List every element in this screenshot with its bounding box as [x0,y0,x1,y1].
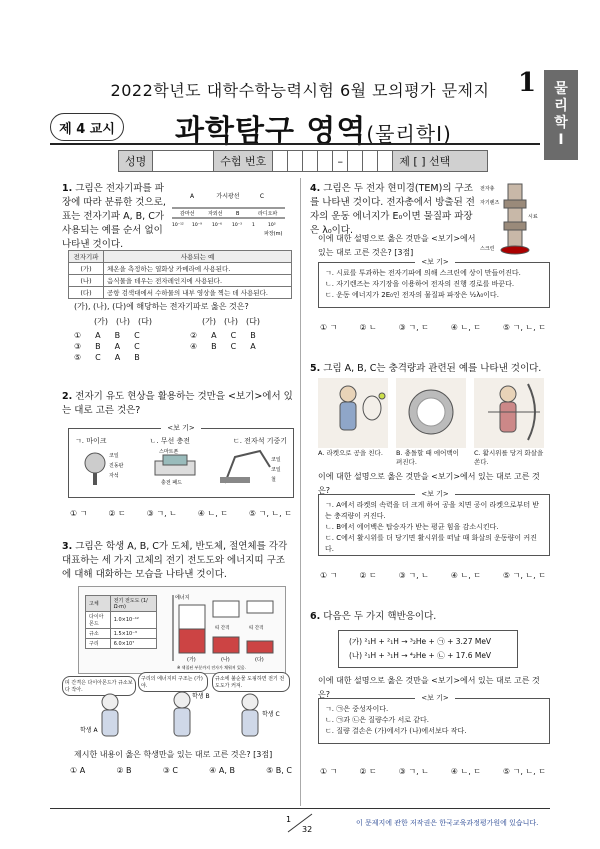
fig-label: 스크린 [480,246,495,252]
bogi-title: <보 기> [415,489,455,500]
answer-choice[interactable]: ① A B C [74,331,140,340]
svg-text:스마트폰: 스마트폰 [159,449,179,455]
footer-page: 1 [286,815,292,824]
id-digit[interactable] [363,151,378,171]
question-stem: 전자기 유도 현상을 활용하는 것만을 <보기>에서 있는 대로 고른 것은? [62,391,293,416]
choice-col-header: (가) [94,317,108,326]
table-cell: 규소 [86,629,111,639]
question-number: 3. [62,541,73,552]
bogi-item: ㄱ. A에서 라켓의 속력을 더 크게 하여 공을 치면 공이 라켓으로부터 받는 충격량이 커진다. [325,501,540,520]
speech-bubble: 띠 간격은 다이아몬드가 규소보다 작아. [62,676,136,696]
question-6-text [310,610,546,624]
svg-text:충전 패드: 충전 패드 [161,480,182,486]
figure-caption: A. 라켓으로 공을 친다. [318,449,383,457]
tennis-player-icon [340,386,356,402]
answer-choice[interactable]: ④ ㄴ, ㄷ [450,571,482,580]
spectrum-tick: 10⁻³ [232,223,242,228]
subject-sub: (물리학Ⅰ) [366,122,452,146]
svg-text:철: 철 [271,477,276,483]
speech-bubble: 규소에 불순물 도핑하면 전기 전도도가 커져. [212,672,290,692]
archer-icon [500,386,516,402]
q5-bogi-box [318,490,550,556]
spectrum-label-uv: 자외선 [208,211,223,217]
fig-label: 전자총 [480,186,495,192]
table-cell: 체온을 측정하는 열화상 카메라에 사용된다. [104,263,292,275]
choice-col-header: (다) [245,317,260,326]
q3-choices [70,766,292,775]
footer-total: 32 [302,825,313,834]
choice-row [74,342,290,351]
bogi-item: ㄴ. B에서 에어백은 탑승자가 받는 평균 힘을 감소시킨다. [325,523,499,531]
fig-label: 자기렌즈 [480,200,500,206]
answer-choice[interactable]: ① ㄱ [320,571,338,580]
q2-bogi-box [68,424,294,498]
table-cell: 1.0×10⁻¹² [110,612,156,629]
figure-caption: B. 충돌할 때 에어백이 펴진다. [396,449,459,466]
name-label: 성명 [119,151,153,171]
q4-bogi-box [318,258,550,308]
choice-col-header: (다) [137,317,152,326]
svg-text:(나): (나) [221,657,230,663]
id-digit[interactable] [348,151,363,171]
choice-col-header: (가) [202,317,216,326]
bogi-item: ㄷ. 질량 결손은 (가)에서가 (나)에서보다 작다. [325,727,467,735]
figure-caption: C. 활시위를 당겨 화살을 쏜다. [474,449,544,466]
column-divider [300,178,301,806]
student-icon [102,694,118,710]
answer-choice[interactable]: ⑤ ㄱ, ㄴ, ㄷ [502,323,546,332]
answer-choice[interactable]: ③ C [162,766,179,775]
table-cell: 1.5×10⁻³ [110,629,156,639]
q2-choices [70,508,292,519]
id-digit[interactable] [303,151,318,171]
q3-ask: 제시한 내용이 옳은 학생만을 있는 대로 고른 것은? [3점] [74,750,273,759]
q5-ask: 이에 대한 설명으로 옳은 것만을 <보기>에서 있는 대로 고른 것은? [318,472,540,495]
bogi-item: ㄱ. 시료를 투과하는 전자기파에 의해 스크린에 상이 만들어진다. [325,269,521,277]
answer-choice[interactable]: ⑤ ㄱ, ㄴ, ㄷ [248,509,292,518]
bogi-item: ㄴ. ㉠과 ㉡은 질량수가 서로 같다. [325,716,429,724]
student-label: 학생 A [80,727,98,734]
fig-label: 진동판 [109,463,124,469]
id-digit[interactable] [288,151,303,171]
fig-label: 자석 [109,473,119,479]
q5-impulse-figures [318,378,544,448]
fig-label: 코일 [109,453,119,459]
bogi-item: ㄷ. 운동 에너지가 2E₀인 전자의 물질파 파장은 ½λ₀이다. [325,291,499,299]
q6-reactions-box [338,630,518,668]
table-header: 전기 전도도 (1/Ω·m) [110,596,156,612]
choice-row [74,331,290,340]
ball-icon [379,393,385,399]
svg-text:(다): (다) [255,657,264,663]
header-rule [50,143,540,145]
footer-rule [50,808,550,809]
em-spectrum-figure [170,188,290,238]
bogi-item: ㄴ. 자기렌즈는 자기장을 이용하여 전자의 진행 경로를 바꾼다. [325,280,515,288]
q6-choices [320,766,546,777]
id-digit[interactable] [318,151,333,171]
spectrum-label-radio: 라디오파 [258,211,278,217]
question-5-text [310,362,546,376]
question-stem: 다음은 두 가지 핵반응이다. [323,611,437,622]
q6-ask: 이에 대한 설명으로 옳은 것만을 <보기>에서 있는 대로 고른 것은? [318,676,540,699]
q6-bogi-box [318,694,550,744]
question-number: 2. [62,391,73,402]
table-cell: 6.0×10⁷ [110,639,156,649]
answer-choice[interactable]: ⑤ C A B [74,353,140,362]
table-cell: (다) [69,287,104,299]
student-icon [242,694,258,710]
answer-choice[interactable]: ② ㄷ [359,767,377,776]
answer-choice[interactable]: ⑤ ㄱ, ㄴ, ㄷ [502,767,546,776]
table-cell: 공항 검색대에서 수하물의 내부 영상을 찍는 데 사용된다. [104,287,292,299]
reaction-equation: (나) ²₁H + ³₁H → ⁴₂He + ㉡ + 17.6 MeV [349,651,492,660]
bogi-item: ㄷ. C에서 활시위를 더 당기면 활시위를 떠날 때 화살의 운동량이 커진다. [325,534,537,553]
svg-text:띠 간격: 띠 간격 [249,626,264,631]
question-1-text [62,182,170,252]
svg-text:에너지: 에너지 [175,595,190,601]
question-stem: 그림은 두 전자 현미경(TEM)의 구조를 나타낸 것이다. 전자총에서 방출된 전자의 운동 에너지가 E₀이면 물질파 파장은 λ₀이다. [310,183,475,236]
bogi-item: ㄱ. ㉠은 중성자이다. [325,705,389,713]
question-number: 1. [62,183,73,194]
spectrum-tick: 10⁻⁶ [212,223,222,228]
student-label: 학생 B [192,693,210,700]
question-stem: 그림은 학생 A, B, C가 도체, 반도체, 절연체를 각각 대표하는 세 가지 고체의 전기 전도도와 에너지띠 구조에 대해 대화하는 모습을 나타낸 것이다. [62,541,288,580]
name-field[interactable] [153,151,214,171]
answer-choice[interactable]: ④ A, B [209,766,235,775]
q1-choices [74,316,290,362]
spectrum-label-visible: 가시광선 [216,193,240,200]
choice-col-header: (나) [223,317,238,326]
bogi-title: <보 기> [161,423,201,434]
q1-usage-table [68,250,292,299]
question-stem: 그림은 전자기파를 파장에 따라 분류한 것으로, 표는 전자기파 A, B, C가 사용되는 예를 순서 없이 나타낸 것이다. [62,183,166,250]
svg-text:※ 색칠된 부분까지 전자가 채워져 있음.: ※ 색칠된 부분까지 전자가 채워져 있음. [177,665,246,670]
question-2-text [62,390,294,418]
footer-page-counter [282,812,318,834]
q3-board-figure [78,586,286,674]
student-info-row [118,150,488,172]
answer-choice[interactable]: ③ ㄱ, ㄴ [146,509,177,518]
table-cell: 음식물을 데우는 전자레인지에 사용된다. [104,275,292,287]
id-digit[interactable] [378,151,393,171]
answer-choice[interactable]: ② ㄴ [359,323,377,332]
bogi-title: <보 기> [415,257,455,268]
svg-text:코일: 코일 [271,467,281,473]
exam-title: 2022학년도 대학수학능력시험 6월 모의평가 문제지 [110,81,490,100]
answer-choice[interactable]: ④ ㄴ, ㄷ [450,323,482,332]
bogi-item: ㄷ. 전자석 기중기 [232,437,287,445]
answer-choice[interactable]: ⑤ B, C [266,766,292,775]
answer-choice[interactable]: ② B [116,766,132,775]
student-label: 학생 C [262,711,280,718]
question-number: 6. [310,611,321,622]
spectrum-label-c: C [259,193,265,200]
spectrum-label-b: B [236,211,240,217]
table-header: 사용되는 예 [104,251,292,263]
question-number: 4. [310,183,321,194]
subject-main: 과학탐구 영역 [175,114,367,149]
students-figure [70,690,290,742]
spectrum-unit: 파장(m) [264,231,283,237]
copyright-notice: 이 문제지에 관한 저작권은 한국교육과정평가원에 있습니다. [356,819,539,827]
student-icon [174,692,190,708]
side-tab-char: 리 [554,98,568,114]
side-tab-char: 물 [554,81,568,97]
table-header: 고체 [86,596,111,612]
table-header: 전자기파 [69,251,104,263]
table-cell: (가) [69,263,104,275]
session-badge: 제 4 교시 [50,113,124,141]
spectrum-tick: 10⁻¹² [172,223,184,228]
spectrum-tick: 10⁻⁹ [192,223,202,228]
answer-choice[interactable]: ① A [70,766,86,775]
svg-text:코일: 코일 [271,457,281,463]
answer-choice[interactable]: ③ ㄱ, ㄴ [398,571,429,580]
question-number: 5. [310,363,321,374]
svg-text:(가): (가) [187,657,196,663]
answer-choice[interactable]: ⑤ ㄱ, ㄴ, ㄷ [502,571,546,580]
answer-choice[interactable]: ① ㄱ [320,323,338,332]
answer-choice[interactable]: ② ㄷ [108,509,126,518]
subject-side-tab [544,70,578,160]
energy-band-diagram [167,591,283,671]
page-number: 1 [518,68,537,98]
id-label: 수험 번호 [214,151,273,171]
q3-conductivity-table [85,595,157,649]
answer-choice[interactable]: ① ㄱ [320,767,338,776]
answer-choice[interactable]: ③ ㄱ, ㄴ [398,767,429,776]
answer-choice[interactable]: ④ ㄴ, ㄷ [197,509,229,518]
spectrum-tick: 1 [252,223,255,228]
fig-label: 시료 [528,214,538,220]
bogi-item: ㄱ. 마이크 [75,437,107,445]
bogi-item: ㄴ. 무선 충전 [149,437,190,445]
table-cell: 구리 [86,639,111,649]
answer-choice[interactable]: ① ㄱ [70,509,88,518]
airbag-icon [417,398,445,426]
choice-label: 제 [ ] 선택 [393,151,487,171]
table-cell: (나) [69,275,104,287]
id-dash: – [333,151,348,171]
q4-ask: 이에 대한 설명으로 옳은 것만을 <보기>에서 있는 대로 고른 것은? [3점] [318,234,476,257]
spectrum-label-a: A [189,193,195,200]
bogi-title: <보 기> [415,693,455,704]
spectrum-label-gamma: 감마선 [180,211,195,217]
side-tab-char: Ⅰ [558,132,564,148]
q2-device-figures [75,447,287,487]
question-4-text [310,182,478,238]
answer-choice[interactable]: ④ ㄴ, ㄷ [450,767,482,776]
microphone-icon [85,453,105,473]
speech-bubble: 구리의 에너지띠 구조는 (가)야. [138,672,208,692]
answer-choice[interactable]: ③ B A C [74,342,140,351]
answer-choice[interactable]: ④ B C A [190,342,256,351]
smartphone-icon [163,455,187,465]
id-digit[interactable] [273,151,288,171]
svg-text:띠 간격: 띠 간격 [215,626,230,631]
question-stem: 그림 A, B, C는 충격량과 관련된 예를 나타낸 것이다. [323,363,542,374]
table-cell: 다이아몬드 [86,612,111,629]
q5-choices [320,570,546,581]
choice-col-header: (나) [115,317,130,326]
q5-captions [318,448,544,466]
choice-row [74,353,290,362]
answer-choice[interactable]: ③ ㄱ, ㄷ [398,323,429,332]
side-tab-char: 학 [554,115,568,131]
answer-choice[interactable]: ② ㄷ [359,571,377,580]
answer-choice[interactable]: ② A C B [190,331,256,340]
question-3-text [62,540,294,582]
spectrum-tick: 10³ [268,223,276,228]
tem-figure [480,180,548,256]
reaction-equation: (가) ²₁H + ²₁H → ³₂He + ㉠ + 3.27 MeV [349,637,492,646]
q4-choices [320,322,546,333]
q1-ask: (가), (나), (다)에 해당하는 전자기파로 옳은 것은? [74,302,249,311]
